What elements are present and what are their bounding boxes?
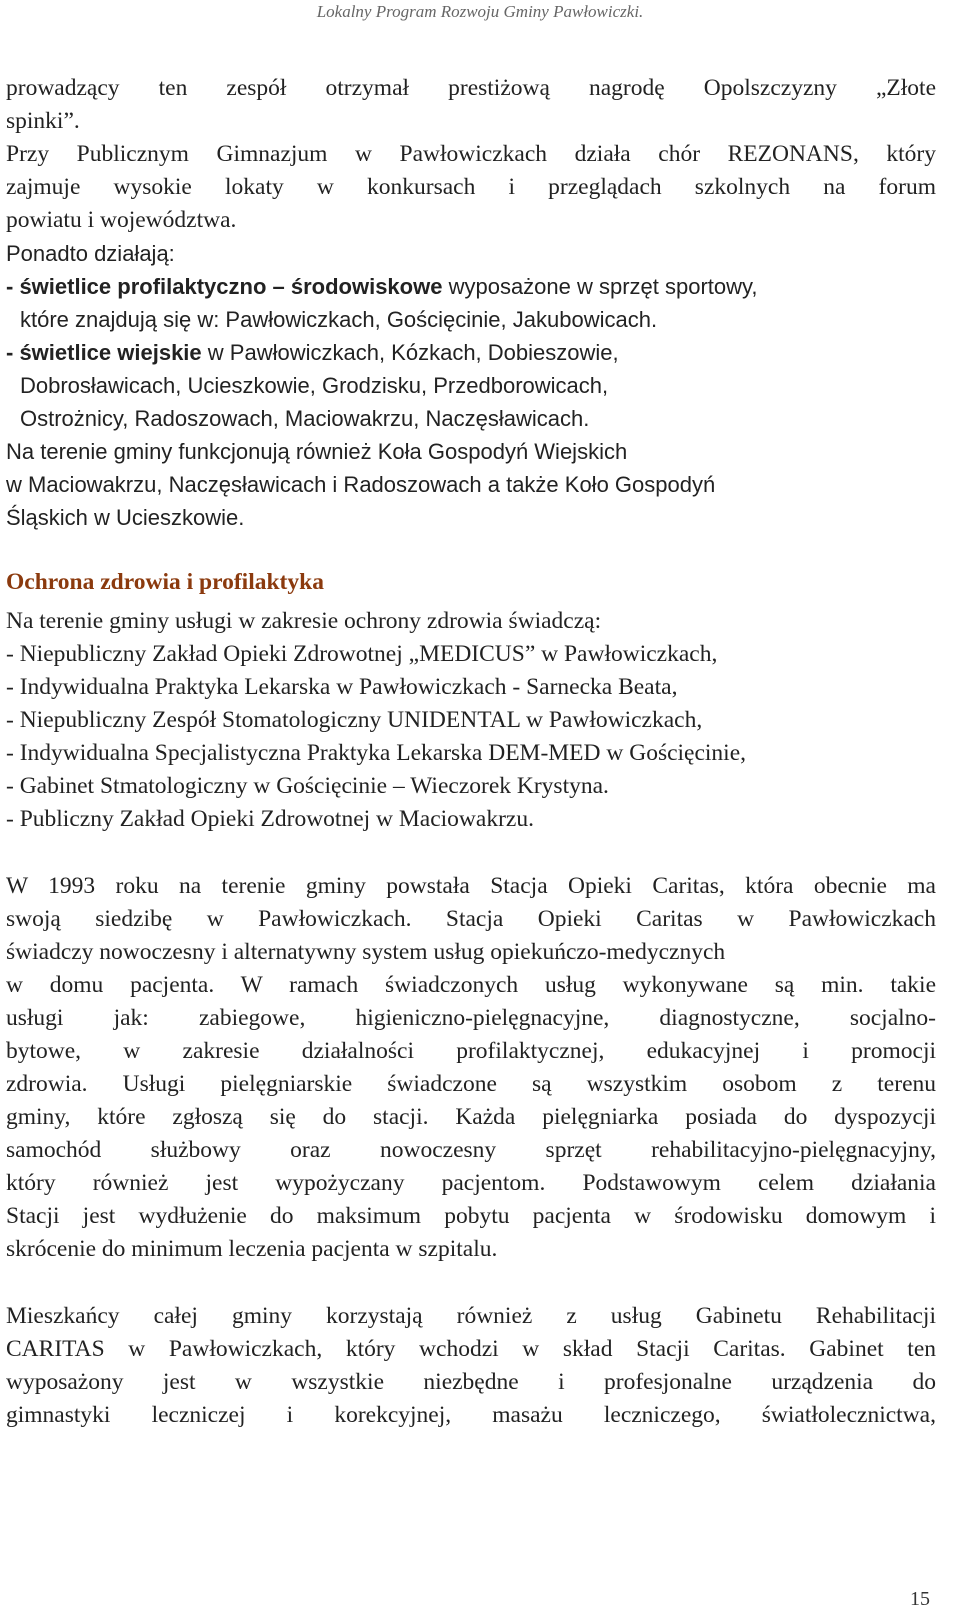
text-line: Ponadto działają: (6, 241, 175, 266)
text-line: Dobrosławicach, Ucieszkowie, Grodzisku, Przedborowicach, (20, 373, 609, 398)
text-line: skrócenie do minimum leczenia pacjenta w szpitalu. (6, 1236, 498, 1262)
list-item-bold: - świetlice profilaktyczno – środowiskowe (6, 274, 443, 299)
page-number: 15 (910, 1588, 930, 1610)
list-item-text: wyposażone w sprzęt sportowy, (442, 274, 758, 299)
list-item: - Indywidualna Specjalistyczna Praktyka Lekarska DEM-MED w Gościęcinie, (6, 740, 747, 766)
paragraph-gap (6, 836, 936, 870)
text-line: Na terenie gminy usługi w zakresie ochrony zdrowia świadczą: (6, 608, 602, 634)
text-line: spinki”. (6, 108, 80, 134)
text-line: powiatu i województwa. (6, 207, 237, 233)
text-line: które znajdują się w: Pawłowiczkach, Gościęcinie, Jakubowicach. (20, 307, 658, 332)
text-line: zajmuje wysokie lokaty w konkursach i przeglądach szkolnych na forum (6, 174, 936, 200)
list-item-bold: - świetlice wiejskie (6, 340, 202, 365)
list-item-text: w Pawłowiczkach, Kózkach, Dobieszowie, (201, 340, 619, 365)
text-line: zdrowia. Usługi pielęgniarskie świadczone są wszystkim osobom z terenu (6, 1071, 936, 1097)
text-line: swoją siedzibę w Pawłowiczkach. Stacja Opieki Caritas w Pawłowiczkach (6, 906, 936, 932)
text-line: gimnastyki leczniczej i korekcyjnej, masażu leczniczego, światłolecznictwa, (6, 1402, 936, 1428)
text-line: który również jest wypożyczany pacjentom. Podstawowym celem działania (6, 1170, 936, 1196)
text-line: wyposażony jest w wszystkie niezbędne i profesjonalne urządzenia do (6, 1369, 936, 1395)
list-item: - Gabinet Stmatologiczny w Gościęcinie – Wieczorek Krystyna. (6, 773, 609, 799)
text-line: gminy, które zgłoszą się do stacji. Każda pielęgniarka posiada do dyspozycji (6, 1104, 936, 1130)
list-item: - Niepubliczny Zakład Opieki Zdrowotnej „MEDICUS” w Pawłowiczkach, (6, 641, 718, 667)
text-line: w Maciowakrzu, Naczęsławicach i Radoszowach a także Koło Gospodyń (6, 472, 716, 497)
list-item: - Indywidualna Praktyka Lekarska w Pawłowiczkach - Sarnecka Beata, (6, 674, 678, 700)
text-line: Śląskich w Ucieszkowie. (6, 505, 245, 530)
list-item: - Publiczny Zakład Opieki Zdrowotnej w Maciowakrzu. (6, 806, 534, 832)
text-line: samochód służbowy oraz nowoczesny sprzęt rehabilitacyjno-pielęgnacyjny, (6, 1137, 936, 1163)
document-body (6, 72, 936, 1432)
section-heading: Ochrona zdrowia i profilaktyka (6, 569, 324, 595)
list-item (6, 270, 936, 303)
text-line: bytowe, w zakresie działalności profilaktycznej, edukacyjnej i promocji (6, 1038, 936, 1064)
text-line: prowadzący ten zespół otrzymał prestiżową nagrodę Opolszczyzny „Złote (6, 75, 936, 101)
list-item: - Niepubliczny Zespół Stomatologiczny UNIDENTAL w Pawłowiczkach, (6, 707, 703, 733)
running-header: Lokalny Program Rozwoju Gminy Pawłowiczki. (316, 2, 644, 21)
text-line: Ostrożnicy, Radoszowach, Maciowakrzu, Naczęsławicach. (20, 406, 590, 431)
text-line: usługi jak: zabiegowe, higieniczno-pielęgnacyjne, diagnostyczne, socjalno- (6, 1005, 936, 1031)
text-line: Przy Publicznym Gimnazjum w Pawłowiczkach działa chór REZONANS, który (6, 141, 936, 167)
text-line: Mieszkańcy całej gminy korzystają również z usług Gabinetu Rehabilitacji (6, 1303, 936, 1329)
list-item (6, 336, 936, 369)
paragraph-gap (6, 1266, 936, 1300)
text-line: w domu pacjenta. W ramach świadczonych usług wykonywane są min. takie (6, 972, 936, 998)
text-line: CARITAS w Pawłowiczkach, który wchodzi w skład Stacji Caritas. Gabinet ten (6, 1336, 936, 1362)
text-line: W 1993 roku na terenie gminy powstała Stacja Opieki Caritas, która obecnie ma (6, 873, 936, 899)
text-line: świadczy nowoczesny i alternatywny system usług opiekuńczo-medycznych (6, 939, 726, 965)
text-line: Stacji jest wydłużenie do maksimum pobytu pacjenta w środowisku domowym i (6, 1203, 936, 1229)
text-line: Na terenie gminy funkcjonują również Koła Gospodyń Wiejskich (6, 439, 628, 464)
